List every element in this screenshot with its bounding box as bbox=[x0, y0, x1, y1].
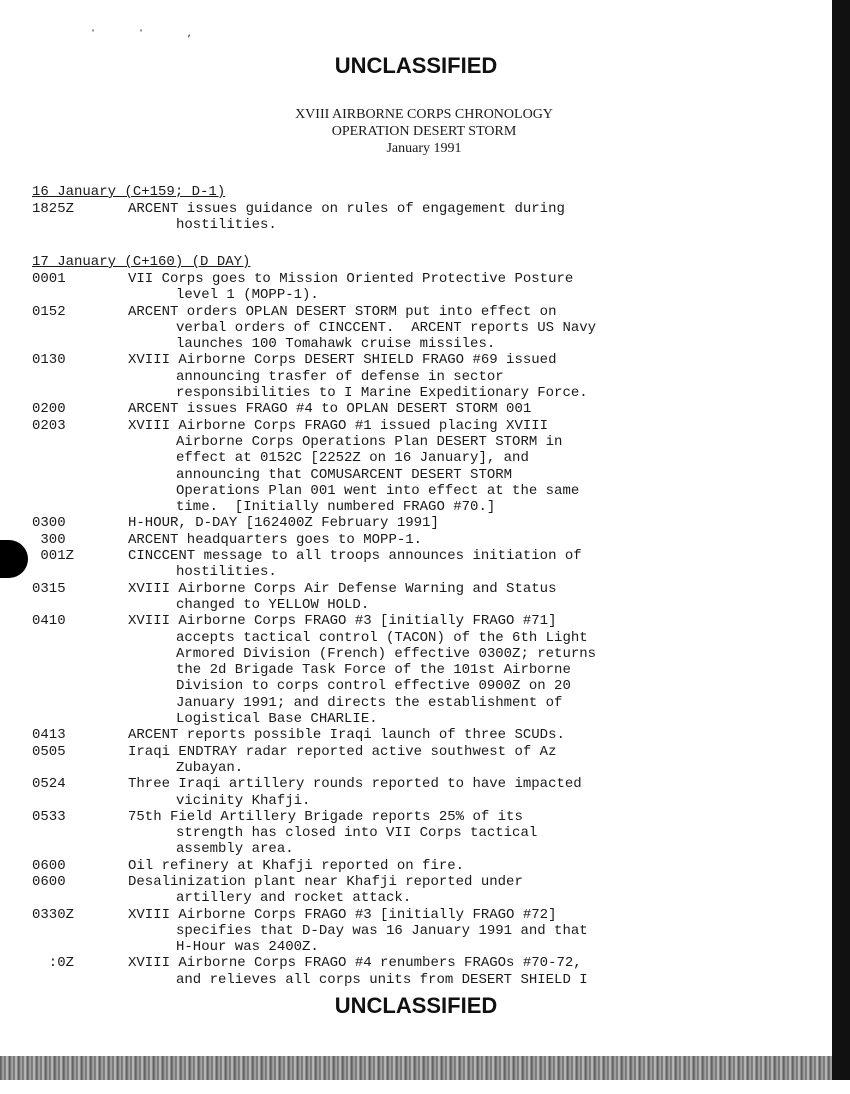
chronology-entry bbox=[32, 201, 688, 234]
entry-line: launches 100 Tomahawk cruise missiles. bbox=[176, 336, 496, 353]
entry-text bbox=[128, 727, 688, 743]
entry-time: 300 bbox=[32, 531, 66, 548]
entry-line: XVIII Airborne Corps DESERT SHIELD FRAGO #69 issued bbox=[128, 352, 557, 369]
scan-noise-strip bbox=[0, 1056, 832, 1080]
entry-text bbox=[128, 401, 688, 417]
entry-line: Iraqi ENDTRAY radar reported active southwest of Az bbox=[128, 743, 557, 760]
entry-text bbox=[128, 744, 688, 777]
classification-top: UNCLASSIFIED bbox=[334, 53, 498, 78]
entry-line: responsibilities to I Marine Expeditionary Force. bbox=[176, 385, 588, 402]
chronology-entry bbox=[32, 727, 688, 743]
chronology-entry bbox=[32, 515, 688, 531]
chronology-entry bbox=[32, 744, 688, 777]
entry-time: :0Z bbox=[32, 955, 75, 972]
entry-line: strength has closed into VII Corps tactical bbox=[176, 825, 538, 842]
entry-text bbox=[128, 532, 688, 548]
entry-time: 0130 bbox=[32, 352, 66, 369]
entry-text bbox=[128, 907, 688, 956]
entry-line: vicinity Khafji. bbox=[176, 792, 311, 809]
scan-bottom-margin bbox=[0, 1080, 850, 1094]
chronology-entry bbox=[32, 352, 688, 401]
entry-line: Operations Plan 001 went into effect at the same bbox=[176, 482, 580, 499]
entry-list bbox=[32, 201, 688, 234]
entry-text bbox=[128, 809, 688, 858]
entry-line: level 1 (MOPP-1). bbox=[176, 287, 319, 304]
entry-line: VII Corps goes to Mission Oriented Protective Posture bbox=[128, 271, 574, 287]
document-title bbox=[0, 106, 832, 157]
entry-time: 0203 bbox=[32, 417, 66, 434]
entry-time: 0505 bbox=[32, 743, 66, 760]
entry-line: artillery and rocket attack. bbox=[176, 890, 412, 907]
scan-marks: ' ' , bbox=[90, 28, 211, 39]
entry-time: 0410 bbox=[32, 613, 66, 630]
entry-line: assembly area. bbox=[176, 841, 294, 858]
chronology-entry bbox=[32, 532, 688, 548]
entry-line: Oil refinery at Khafji reported on fire. bbox=[128, 857, 465, 874]
chronology-entry bbox=[32, 955, 688, 988]
entry-line: accepts tactical control (TACON) of the 6th Light bbox=[176, 629, 588, 646]
entry-line: Desalinization plant near Khafji reported under bbox=[128, 873, 523, 890]
entry-line: Zubayan. bbox=[176, 759, 244, 776]
chronology-entry bbox=[32, 304, 688, 353]
entry-time: 0315 bbox=[32, 580, 66, 597]
chronology-entry bbox=[32, 271, 688, 304]
entry-time: 001Z bbox=[32, 548, 75, 565]
scan-edge-bar bbox=[832, 0, 850, 1094]
entry-line: XVIII Airborne Corps FRAGO #4 renumbers FRAGOs #70-72, bbox=[128, 955, 582, 972]
chronology-entry bbox=[32, 858, 688, 874]
entry-line: hostilities. bbox=[176, 564, 277, 581]
entry-text bbox=[128, 515, 688, 531]
entry-line: 75th Field Artillery Brigade reports 25% of its bbox=[128, 808, 523, 825]
entry-line: ARCENT headquarters goes to MOPP-1. bbox=[128, 531, 423, 548]
entry-line: XVIII Airborne Corps FRAGO #3 [initially FRAGO #72] bbox=[128, 906, 557, 923]
entry-line: XVIII Airborne Corps FRAGO #3 [initially FRAGO #71] bbox=[128, 613, 557, 630]
entry-line: CINCCENT message to all troops announces initiation of bbox=[128, 548, 582, 565]
entry-time: 0152 bbox=[32, 303, 66, 320]
entry-time: 0330Z bbox=[32, 906, 75, 923]
entry-line: H-HOUR, D-DAY [162400Z February 1991] bbox=[128, 515, 439, 532]
entry-text bbox=[128, 776, 688, 809]
chronology-entry bbox=[32, 548, 688, 581]
entry-line: time. [Initially numbered FRAGO #70.] bbox=[176, 499, 496, 516]
entry-text bbox=[128, 201, 688, 234]
entry-text bbox=[128, 874, 688, 907]
date-heading: 16 January (C+159; D-1) bbox=[32, 184, 226, 200]
chronology-entry bbox=[32, 581, 688, 614]
entry-list bbox=[32, 271, 688, 988]
entry-text bbox=[128, 352, 688, 401]
entry-text bbox=[128, 548, 688, 581]
entry-time: 0600 bbox=[32, 857, 66, 874]
entry-line: XVIII Airborne Corps Air Defense Warning and Status bbox=[128, 580, 557, 597]
entry-text bbox=[128, 271, 688, 304]
entry-line: Airborne Corps Operations Plan DESERT STORM in bbox=[176, 433, 563, 450]
entry-time: 0001 bbox=[32, 271, 66, 287]
entry-time: 0413 bbox=[32, 727, 66, 744]
entry-line: ARCENT orders OPLAN DESERT STORM put into effect on bbox=[128, 303, 557, 320]
chronology-entry bbox=[32, 401, 688, 417]
entry-text bbox=[128, 304, 688, 353]
section-16-january bbox=[32, 184, 688, 234]
entry-text bbox=[128, 613, 688, 727]
chronology-entry bbox=[32, 907, 688, 956]
entry-line: specifies that D-Day was 16 January 1991 and that bbox=[176, 922, 588, 939]
section-17-january bbox=[32, 254, 688, 988]
entry-line: January 1991; and directs the establishment of bbox=[176, 694, 563, 711]
entry-time: 0200 bbox=[32, 401, 66, 418]
date-heading: 17 January (C+160) (D DAY) bbox=[32, 254, 251, 270]
entry-line: Logistical Base CHARLIE. bbox=[176, 711, 378, 728]
chronology-entry bbox=[32, 874, 688, 907]
entry-line: announcing trasfer of defense in sector bbox=[176, 368, 504, 385]
chronology-entry bbox=[32, 809, 688, 858]
entry-line: Armored Division (French) effective 0300Z; returns bbox=[176, 645, 597, 662]
entry-line: Division to corps control effective 0900Z on 20 bbox=[176, 678, 571, 695]
chronology-entry bbox=[32, 418, 688, 516]
entry-line: and relieves all corps units from DESERT SHIELD I bbox=[176, 971, 588, 988]
entry-line: hostilities. bbox=[176, 217, 277, 234]
title-line-3: January 1991 bbox=[386, 141, 462, 156]
hole-punch-mark bbox=[0, 540, 28, 578]
entry-line: changed to YELLOW HOLD. bbox=[176, 596, 370, 613]
title-line-2: OPERATION DESERT STORM bbox=[331, 124, 517, 139]
entry-time: 0533 bbox=[32, 808, 66, 825]
entry-line: effect at 0152C [2252Z on 16 January], and bbox=[176, 450, 529, 467]
entry-time: 1825Z bbox=[32, 201, 75, 217]
entry-line: ARCENT issues guidance on rules of engagement during bbox=[128, 201, 565, 217]
chronology-entry bbox=[32, 776, 688, 809]
entry-line: ARCENT issues FRAGO #4 to OPLAN DESERT STORM 001 bbox=[128, 401, 532, 418]
entry-line: H-Hour was 2400Z. bbox=[176, 939, 319, 956]
chronology-entry bbox=[32, 613, 688, 727]
entry-time: 0600 bbox=[32, 873, 66, 890]
entry-line: ARCENT reports possible Iraqi launch of three SCUDs. bbox=[128, 727, 565, 744]
title-line-1: XVIII AIRBORNE CORPS CHRONOLOGY bbox=[295, 107, 553, 122]
entry-time: 0300 bbox=[32, 515, 66, 532]
entry-text bbox=[128, 858, 688, 874]
entry-line: announcing that COMUSARCENT DESERT STORM bbox=[176, 466, 513, 483]
entry-line: the 2d Brigade Task Force of the 101st Airborne bbox=[176, 662, 571, 679]
entry-text bbox=[128, 418, 688, 516]
entry-line: verbal orders of CINCCENT. ARCENT reports US Navy bbox=[176, 319, 597, 336]
entry-line: Three Iraqi artillery rounds reported to have impacted bbox=[128, 776, 582, 793]
entry-text bbox=[128, 581, 688, 614]
entry-time: 0524 bbox=[32, 776, 66, 793]
entry-text bbox=[128, 955, 688, 988]
classification-bottom: UNCLASSIFIED bbox=[334, 993, 498, 1018]
entry-line: XVIII Airborne Corps FRAGO #1 issued placing XVIII bbox=[128, 417, 549, 434]
